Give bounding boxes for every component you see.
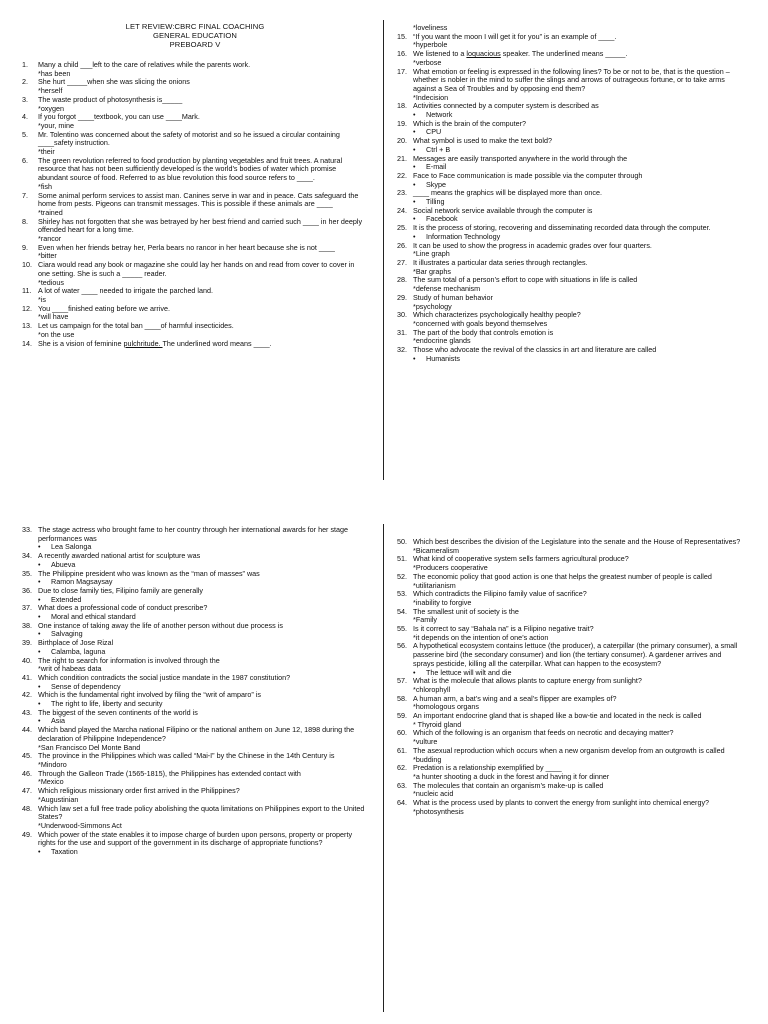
answer-text: * defense mechanism bbox=[413, 285, 743, 294]
question-text: Some animal perform services to assist man. Canines serve in war and in peace. Cats safeguard the home from pests. Pigeons can transmit messages. This is possible if these animals are ____ bbox=[38, 190, 359, 209]
question-number: 54. bbox=[397, 606, 407, 616]
question-text: You ____finished eating before we arrive. bbox=[38, 303, 170, 313]
answer-text: • Asia bbox=[38, 717, 368, 726]
underlined-word: pulchritude. bbox=[123, 338, 163, 348]
answer-text: * budding bbox=[413, 756, 743, 765]
question-text: What is the process used by plants to convert the energy from sunlight into chemical energy? bbox=[413, 798, 710, 808]
question-item bbox=[397, 189, 743, 206]
question-text: Face to Face communication is made possible via the computer through bbox=[413, 170, 643, 180]
bottom-page bbox=[0, 512, 768, 1012]
question-item bbox=[397, 590, 743, 607]
question-item bbox=[397, 276, 743, 293]
question-number: 8. bbox=[22, 216, 28, 226]
answer-text: * trained bbox=[38, 209, 368, 218]
question-number: 33. bbox=[22, 525, 32, 534]
question-number: 50. bbox=[397, 537, 407, 546]
answer-text: * fish bbox=[38, 183, 368, 192]
question-item bbox=[397, 102, 743, 119]
answer-text: * Thyroid gland bbox=[413, 721, 743, 730]
answer-text: * photosynthesis bbox=[413, 808, 743, 817]
question-item bbox=[22, 752, 368, 769]
answer-text: • Moral and ethical standard bbox=[38, 613, 368, 622]
answer-text: • Lea Salonga bbox=[38, 543, 368, 552]
question-number: 22. bbox=[397, 170, 407, 180]
question-text: Birthplace of Jose Rizal bbox=[38, 638, 114, 648]
top-page bbox=[0, 0, 768, 500]
question-item bbox=[397, 764, 743, 781]
question-text: Let us campaign for the total ban ____of harmful insecticides. bbox=[38, 321, 234, 331]
answer-text: • Calamba, laguna bbox=[38, 648, 368, 657]
question-text: It illustrates a particular data series through rectangles. bbox=[413, 257, 588, 267]
question-text: Even when her friends betray her, Perla bears no rancor in her heart because she is not ____ bbox=[38, 242, 335, 252]
heading-line-2: GENERAL EDUCATION bbox=[153, 31, 237, 40]
question-text: The smallest unit of society is the bbox=[413, 606, 519, 616]
question-number: 1. bbox=[22, 60, 28, 69]
question-item bbox=[22, 552, 368, 569]
question-number: 37. bbox=[22, 603, 32, 613]
question-number: 53. bbox=[397, 589, 407, 599]
question-text bbox=[38, 340, 368, 349]
question-number: 58. bbox=[397, 693, 407, 703]
question-item bbox=[22, 78, 368, 95]
question-item bbox=[22, 113, 368, 130]
question-number: 7. bbox=[22, 190, 28, 200]
question-number: 35. bbox=[22, 568, 32, 578]
question-list bbox=[22, 526, 368, 857]
answer-text: * a hunter shooting a duck in the forest and having it for dinner bbox=[413, 773, 743, 782]
question-number: 46. bbox=[22, 768, 32, 778]
question-number: 32. bbox=[397, 345, 407, 355]
question-number: 40. bbox=[22, 655, 32, 665]
question-item bbox=[397, 695, 743, 712]
question-text: Which band played the Marcha national Filipino or the national anthem on June 12, 1898 during the declaration of Philippine Independence? bbox=[38, 725, 355, 743]
question-item bbox=[22, 340, 368, 349]
question-text: An important endocrine gland that is shaped like a bow-tie and located in the neck is called bbox=[413, 711, 702, 721]
answer-text: • Skype bbox=[413, 181, 743, 190]
question-text: Which is the brain of the computer? bbox=[413, 118, 527, 128]
question-item bbox=[22, 61, 368, 78]
question-item bbox=[397, 50, 743, 67]
question-item bbox=[397, 259, 743, 276]
question-text: The part of the body that controls emotion is bbox=[413, 327, 554, 337]
question-item bbox=[397, 155, 743, 172]
question-text: Messages are easily transported anywhere in the world through the bbox=[413, 153, 628, 163]
question-number: 31. bbox=[397, 327, 407, 337]
answer-text: * concerned with goals beyond themselves bbox=[413, 320, 743, 329]
question-text-part: We listened to a bbox=[413, 49, 467, 59]
answer-text: * chlorophyll bbox=[413, 686, 743, 695]
answer-text: * their bbox=[38, 148, 368, 157]
question-number: 57. bbox=[397, 676, 407, 686]
answer-text: • Extended bbox=[38, 596, 368, 605]
question-text: Those who advocate the revival of the classics in art and literature are called bbox=[413, 345, 657, 355]
question-item bbox=[397, 642, 743, 677]
question-number: 11. bbox=[22, 286, 32, 296]
question-item bbox=[397, 346, 743, 363]
question-item bbox=[22, 287, 368, 304]
answer-text: * endocrine glands bbox=[413, 337, 743, 346]
answer-text: • Information Technology bbox=[413, 233, 743, 242]
question-text: Many a child ___left to the care of relatives while the parents work. bbox=[38, 60, 251, 69]
question-item bbox=[397, 242, 743, 259]
question-item bbox=[397, 294, 743, 311]
question-item bbox=[22, 726, 368, 752]
question-text: Shirley has not forgotten that she was betrayed by her best friend and carried such ____ in her deeply offended heart for a long time. bbox=[38, 216, 363, 235]
question-text: Ciara would read any book or magazine she could lay her hands on and read from cover to cover in one setting. She is such a _____ reader. bbox=[38, 260, 355, 278]
question-number: 59. bbox=[397, 711, 407, 721]
question-text: It can be used to show the progress in academic grades over four quarters. bbox=[413, 240, 652, 250]
question-text: A recently awarded national artist for sculpture was bbox=[38, 551, 201, 561]
question-text: The right to search for information is involved through the bbox=[38, 655, 220, 665]
answer-text: • The right to life, liberty and security bbox=[38, 700, 368, 709]
top-left-column bbox=[22, 22, 368, 348]
question-text: She hurt _____when she was slicing the onions bbox=[38, 77, 190, 87]
question-number: 52. bbox=[397, 571, 407, 581]
answer-text: * utilitarianism bbox=[413, 582, 743, 591]
question-number: 45. bbox=[22, 751, 32, 761]
answer-text: * Bicameralism bbox=[413, 547, 743, 556]
question-text: Study of human behavior bbox=[413, 292, 493, 302]
question-item bbox=[397, 224, 743, 241]
question-list bbox=[397, 24, 743, 363]
question-text: Which of the following is an organism that feeds on necrotic and decaying matter? bbox=[413, 728, 674, 738]
question-text-part: speaker. The underlined means _____. bbox=[500, 49, 628, 59]
question-text: The sum total of a person’s effort to cope with situations in life is called bbox=[413, 275, 638, 285]
heading-line-1: LET REVIEW:CBRC FINAL COACHING bbox=[125, 22, 265, 31]
question-text: It is the process of storing, recovering and disseminating recorded data through the computer. bbox=[413, 223, 711, 233]
question-item bbox=[397, 608, 743, 625]
question-number: 61. bbox=[397, 745, 407, 755]
answer-text: * herself bbox=[38, 87, 368, 96]
question-number: 3. bbox=[22, 94, 28, 104]
question-number: 62. bbox=[397, 763, 407, 773]
answer-text: * Mexico bbox=[38, 778, 368, 787]
question-text: The waste product of photosynthesis is_____ bbox=[38, 94, 183, 104]
top-right-column bbox=[397, 24, 743, 363]
question-item bbox=[22, 261, 368, 287]
question-item bbox=[22, 305, 368, 322]
answer-text: • Facebook bbox=[413, 215, 743, 224]
column-divider bbox=[383, 524, 384, 1012]
question-number: 24. bbox=[397, 205, 407, 215]
question-text: The asexual reproduction which occurs when a new organism develop from an outgrowth is called bbox=[413, 745, 725, 755]
question-text: The stage actress who brought fame to her country through her international awards for her stage performances was bbox=[38, 525, 349, 543]
question-text: Mr. Tolentino was concerned about the safety of motorist and so he issued a circular containing ____safety instruction. bbox=[38, 129, 340, 148]
question-item bbox=[22, 322, 368, 339]
question-text: “If you want the moon I will get it for you” is an example of ____. bbox=[413, 31, 617, 41]
question-text: Social network service available through the computer is bbox=[413, 205, 593, 215]
answer-text: * loveliness bbox=[413, 24, 743, 33]
question-item bbox=[22, 157, 368, 192]
question-text: The Philippine president who was known as the “man of masses” was bbox=[38, 568, 260, 578]
answer-text: * writ of habeas data bbox=[38, 665, 368, 674]
question-item bbox=[397, 329, 743, 346]
question-item bbox=[22, 587, 368, 604]
question-item bbox=[397, 625, 743, 642]
question-item bbox=[22, 787, 368, 804]
question-item bbox=[397, 311, 743, 328]
question-item bbox=[22, 770, 368, 787]
answer-text: * tedious bbox=[38, 279, 368, 288]
question-number: 26. bbox=[397, 240, 407, 250]
question-item bbox=[22, 244, 368, 261]
answer-text: * psychology bbox=[413, 303, 743, 312]
answer-text: * it depends on the intention of one’s action bbox=[413, 634, 743, 643]
answer-text: * verbose bbox=[413, 59, 743, 68]
question-item bbox=[22, 192, 368, 218]
question-number: 15. bbox=[397, 31, 407, 41]
question-item bbox=[397, 538, 743, 555]
question-item bbox=[22, 709, 368, 726]
answer-text: * oxygen bbox=[38, 105, 368, 114]
question-number: 29. bbox=[397, 292, 407, 302]
question-number: 20. bbox=[397, 136, 407, 146]
answer-text: • CPU bbox=[413, 128, 743, 137]
question-text: What is the molecule that allows plants to capture energy from sunlight? bbox=[413, 676, 642, 686]
question-number: 36. bbox=[22, 585, 32, 595]
question-number: 12. bbox=[22, 303, 32, 313]
answer-text: • Abueva bbox=[38, 561, 368, 570]
question-item bbox=[22, 218, 368, 244]
question-text: The province in the Philippines which was called “Mai-I” by the Chinese in the 14th Century is bbox=[38, 751, 335, 761]
question-text: Which condition contradicts the social justice mandate in the 1987 constitution? bbox=[38, 672, 291, 682]
question-text: Which power of the state enables it to impose charge of burden upon persons, property or property rights for the use and support of the government in its discharge of appropriate functions? bbox=[38, 829, 353, 848]
question-number: 23. bbox=[397, 188, 407, 198]
question-item bbox=[397, 137, 743, 154]
question-item bbox=[397, 729, 743, 746]
question-item bbox=[397, 172, 743, 189]
question-number: 39. bbox=[22, 638, 32, 648]
question-text bbox=[413, 50, 743, 59]
answer-text: * San Francisco Del Monte Band bbox=[38, 744, 368, 753]
question-item bbox=[397, 207, 743, 224]
question-number: 14. bbox=[22, 338, 32, 348]
question-item bbox=[22, 691, 368, 708]
answer-text: * hyperbole bbox=[413, 41, 743, 50]
question-item bbox=[397, 573, 743, 590]
question-number: 18. bbox=[397, 101, 407, 111]
answer-text: * Augustinian bbox=[38, 796, 368, 805]
answer-text: * vulture bbox=[413, 738, 743, 747]
heading-line-3: PREBOARD V bbox=[169, 40, 221, 49]
question-number: 41. bbox=[22, 672, 32, 682]
question-number: 10. bbox=[22, 260, 32, 270]
question-item bbox=[397, 555, 743, 572]
question-item bbox=[22, 831, 368, 857]
question-text: The biggest of the seven continents of the world is bbox=[38, 707, 198, 717]
question-text: The green revolution referred to food production by planting vegetables and fruit trees. A natural resource that has not been sufficiently developed is the world’s bodies of water which promise abundant source of food. Referred to as blue revolution this food source refers to ____. bbox=[38, 155, 343, 183]
column-divider bbox=[383, 20, 384, 480]
question-text: A hypothetical ecosystem contains lettuce (the producer), a caterpillar (the primary consumer), a small passerine bird (the secondary consumer) and lion (the tertiary consumer). A gardener arrives and sprays pesticide, killing all the caterpillar. What can happen to the ecosystem? bbox=[413, 641, 738, 668]
question-item bbox=[22, 674, 368, 691]
question-text: If you forgot ____textbook, you can use ____Mark. bbox=[38, 112, 200, 122]
answer-text: * homologous organs bbox=[413, 703, 743, 712]
question-number: 25. bbox=[397, 223, 407, 233]
question-text: What emotion or feeling is expressed in the following lines? To be or not to be, that is the question – whether is nobler in the mind to suffer the slings and arrows of outrageous fortune, or to take arms against a Sea of Troubles and by opposing end them? bbox=[413, 66, 730, 93]
answer-text: • Tilling bbox=[413, 198, 743, 207]
question-text: A lot of water ____ needed to irrigate the parched land. bbox=[38, 286, 214, 296]
question-item bbox=[397, 677, 743, 694]
question-number: 63. bbox=[397, 780, 407, 790]
answer-text: * will have bbox=[38, 313, 368, 322]
question-item bbox=[22, 131, 368, 157]
answer-text: • Ramon Magsaysay bbox=[38, 578, 368, 587]
question-number: 42. bbox=[22, 690, 32, 700]
question-text: The economic policy that good action is one that helps the greatest number of people is called bbox=[413, 571, 712, 581]
question-number: 21. bbox=[397, 153, 407, 163]
question-number: 6. bbox=[22, 155, 28, 165]
answer-text: * Mindoro bbox=[38, 761, 368, 770]
underlined-word: loquacious bbox=[466, 49, 501, 59]
question-number: 56. bbox=[397, 641, 407, 651]
question-item bbox=[22, 96, 368, 113]
answer-text: * on the use bbox=[38, 331, 368, 340]
answer-text: * Bar graphs bbox=[413, 268, 743, 277]
answer-text: * bitter bbox=[38, 252, 368, 261]
answer-text: • Humanists bbox=[413, 355, 743, 364]
question-text: ____ means the graphics will be displayed more than once. bbox=[413, 188, 602, 198]
question-item bbox=[397, 120, 743, 137]
question-number: 34. bbox=[22, 551, 32, 561]
question-number: 48. bbox=[22, 803, 32, 813]
question-text: The molecules that contain an organism’s make-up is called bbox=[413, 780, 604, 790]
question-number: 49. bbox=[22, 829, 32, 839]
answer-text: • Taxation bbox=[38, 848, 368, 857]
question-number: 38. bbox=[22, 620, 32, 630]
question-item bbox=[397, 782, 743, 799]
question-text: One instance of taking away the life of another person without due process is bbox=[38, 620, 283, 630]
question-text: Which law set a full free trade policy abolishing the quota limitations on Philippines export to the United States? bbox=[38, 803, 365, 822]
answer-text: * Underwood-Simmons Act bbox=[38, 822, 368, 831]
answer-text: * has been bbox=[38, 70, 368, 79]
question-text: Predation is a relationship exemplified by ____ bbox=[413, 763, 562, 773]
question-number: 55. bbox=[397, 624, 407, 634]
question-text: What symbol is used to make the text bold? bbox=[413, 136, 553, 146]
answer-text: * your, mine bbox=[38, 122, 368, 131]
question-number: 13. bbox=[22, 321, 32, 331]
question-item bbox=[397, 68, 743, 103]
question-number: 30. bbox=[397, 310, 407, 320]
question-number: 44. bbox=[22, 725, 32, 735]
question-number: 60. bbox=[397, 728, 407, 738]
question-number: 16. bbox=[397, 49, 407, 59]
answer-text: * Indecision bbox=[413, 94, 743, 103]
question-item bbox=[22, 657, 368, 674]
question-item bbox=[397, 712, 743, 729]
question-number: 28. bbox=[397, 275, 407, 285]
question-number: 4. bbox=[22, 112, 28, 122]
question-text: Which best describes the division of the Legislature into the senate and the House of Representatives? bbox=[413, 537, 741, 546]
question-list bbox=[397, 538, 743, 817]
question-text: Which religious missionary order first arrived in the Philippines? bbox=[38, 786, 240, 796]
question-text: Which contradicts the Filipino family value of sacrifice? bbox=[413, 589, 587, 599]
question-number: 2. bbox=[22, 77, 28, 87]
question-number: 51. bbox=[397, 554, 407, 564]
question-item bbox=[397, 799, 743, 816]
question-text: A human arm, a bat’s wing and a seal’s flipper are examples of? bbox=[413, 693, 617, 703]
answer-text: * inability to forgive bbox=[413, 599, 743, 608]
answer-text: • The lettuce will wilt and die bbox=[413, 669, 743, 678]
answer-text: • Sense of dependency bbox=[38, 683, 368, 692]
answer-text: • Ctrl + B bbox=[413, 146, 743, 155]
answer-text: * Line graph bbox=[413, 250, 743, 259]
question-number: 27. bbox=[397, 257, 407, 267]
answer-text: * nucleic acid bbox=[413, 790, 743, 799]
question-number: 9. bbox=[22, 242, 28, 252]
question-item bbox=[22, 805, 368, 831]
bottom-right-column bbox=[397, 538, 743, 817]
question-text: What kind of cooperative system sells farmers agricultural produce? bbox=[413, 554, 629, 564]
question-number: 5. bbox=[22, 129, 28, 139]
question-text: Is it correct to say “Bahala na” is a Filipino negative trait? bbox=[413, 624, 594, 634]
document-heading bbox=[22, 22, 368, 49]
question-item bbox=[397, 747, 743, 764]
question-text: Activities connected by a computer system is described as bbox=[413, 101, 599, 111]
question-text: Which characterizes psychologically healthy people? bbox=[413, 310, 581, 320]
answer-text: • Network bbox=[413, 111, 743, 120]
question-item bbox=[397, 33, 743, 50]
question-item bbox=[22, 570, 368, 587]
question-number: 19. bbox=[397, 118, 407, 128]
answer-text: * rancor bbox=[38, 235, 368, 244]
answer-text: * Family bbox=[413, 616, 743, 625]
question-item bbox=[22, 604, 368, 621]
question-text: Through the Galleon Trade (1565-1815), the Philippines has extended contact with bbox=[38, 768, 301, 778]
question-item bbox=[22, 639, 368, 656]
question-number: 64. bbox=[397, 798, 407, 808]
question-list bbox=[22, 61, 368, 348]
question-text: Due to close family ties, Filipino family are generally bbox=[38, 585, 203, 595]
question-number: 17. bbox=[397, 66, 407, 76]
question-item bbox=[22, 526, 368, 552]
question-text-part: She is a vision of feminine bbox=[38, 338, 124, 348]
question-number: 43. bbox=[22, 707, 32, 717]
bottom-left-column bbox=[22, 526, 368, 857]
question-text: Which is the fundamental right involved by filing the “writ of amparo” is bbox=[38, 690, 261, 700]
answer-text: * is bbox=[38, 296, 368, 305]
answer-text: • E-mail bbox=[413, 163, 743, 172]
question-text: What does a professional code of conduct prescribe? bbox=[38, 603, 208, 613]
question-item bbox=[22, 622, 368, 639]
question-text-part: The underlined word means ____. bbox=[162, 338, 272, 348]
answer-text: • Salvaging bbox=[38, 630, 368, 639]
question-number: 47. bbox=[22, 786, 32, 796]
answer-text: * Producers cooperative bbox=[413, 564, 743, 573]
